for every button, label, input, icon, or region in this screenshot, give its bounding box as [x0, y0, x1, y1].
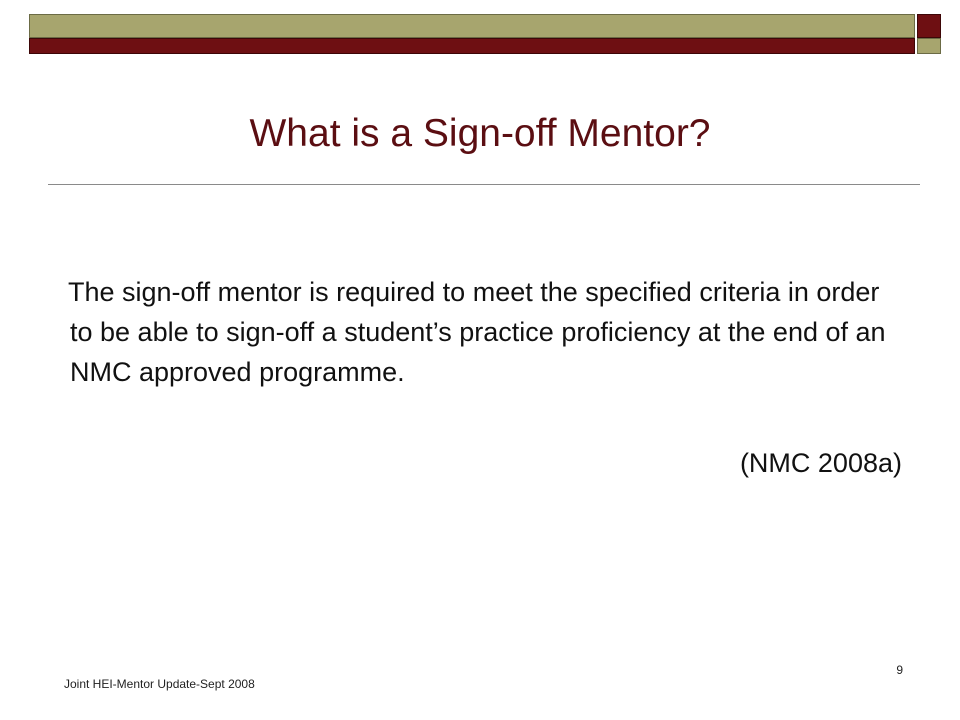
page-number: 9 [896, 663, 903, 677]
slide-body-text: The sign-off mentor is required to meet the specified criteria in order to be able to sign-off a student’s practice proficiency at the end of an NMC approved programme. [68, 277, 886, 387]
header-decoration [0, 0, 960, 60]
slide-title: What is a Sign-off Mentor? [249, 112, 711, 155]
header-corner-maroon-square [917, 14, 941, 38]
header-corner-olive-square [917, 38, 941, 54]
citation: (NMC 2008a) [739, 448, 902, 478]
title-divider [48, 184, 920, 185]
header-maroon-band [29, 38, 915, 54]
header-olive-band [29, 14, 915, 38]
footer-text: Joint HEI-Mentor Update-Sept 2008 [64, 677, 255, 691]
